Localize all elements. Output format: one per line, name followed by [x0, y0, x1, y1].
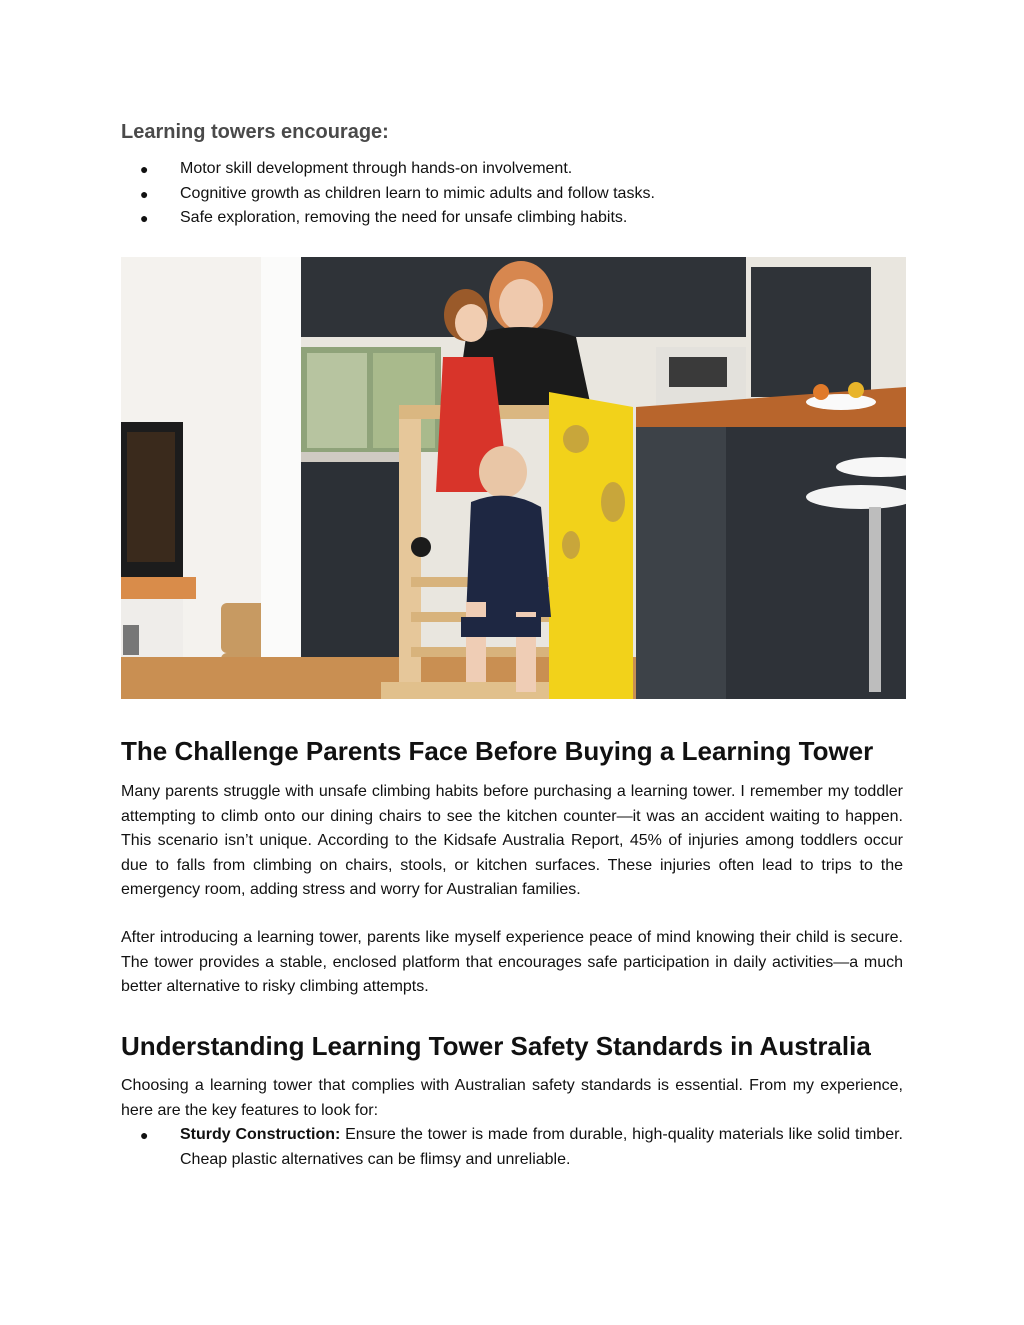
paragraph-safety-standards: Choosing a learning tower that complies with Australian safety standards is essential. From my experience, here are the key features to look for: — [121, 1077, 903, 1119]
list-item — [121, 1123, 903, 1172]
bullet-icon: ● — [140, 185, 149, 202]
list-item: ● Motor skill development through hands-on involvement. — [121, 157, 905, 182]
heading-challenge: The Challenge Parents Face Before Buying a Learning Tower — [121, 736, 874, 766]
bullet-icon: ● — [140, 1127, 149, 1143]
paragraph-challenge-1: Many parents struggle with unsafe climbing habits before purchasing a learning tower. I remember my toddler attempting to climb onto our dining chairs to see the kitchen counter—it was an accident waiting to happen. This scenario isn’t unique. According to the Kidsafe Australia Report, 45% of injuries among toddlers occur due to falls from climbing on chairs, stools, or kitchen surfaces. These injuries often lead to trips to the emergency room, adding stress and worry for Australian families. — [121, 783, 903, 898]
paragraph-challenge-2: After introducing a learning tower, parents like myself experience peace of mind knowing their child is secure. The tower provides a stable, enclosed platform that encourages safe participation in daily activities—a much better alternative to risky climbing attempts. — [121, 929, 903, 995]
kitchen-learning-tower-photo — [121, 257, 906, 699]
list-item: ● Cognitive growth as children learn to mimic adults and follow tasks. — [121, 182, 905, 207]
subheading-learning-towers: Learning towers encourage: — [121, 121, 389, 143]
heading-safety-standards: Understanding Learning Tower Safety Standards in Australia — [121, 1031, 871, 1061]
feature-label: Sturdy Construction: — [180, 1126, 341, 1143]
safety-features-list — [121, 1123, 903, 1172]
encourage-list — [121, 157, 905, 231]
list-item: ● Safe exploration, removing the need for unsafe climbing habits. — [121, 206, 905, 231]
feature-text: Ensure the tower is made from durable, high-quality materials like solid timber. Cheap plastic alternatives can be flimsy and unreliable. — [180, 1126, 903, 1168]
bullet-icon: ● — [140, 210, 149, 226]
bullet-icon: ● — [140, 161, 149, 177]
